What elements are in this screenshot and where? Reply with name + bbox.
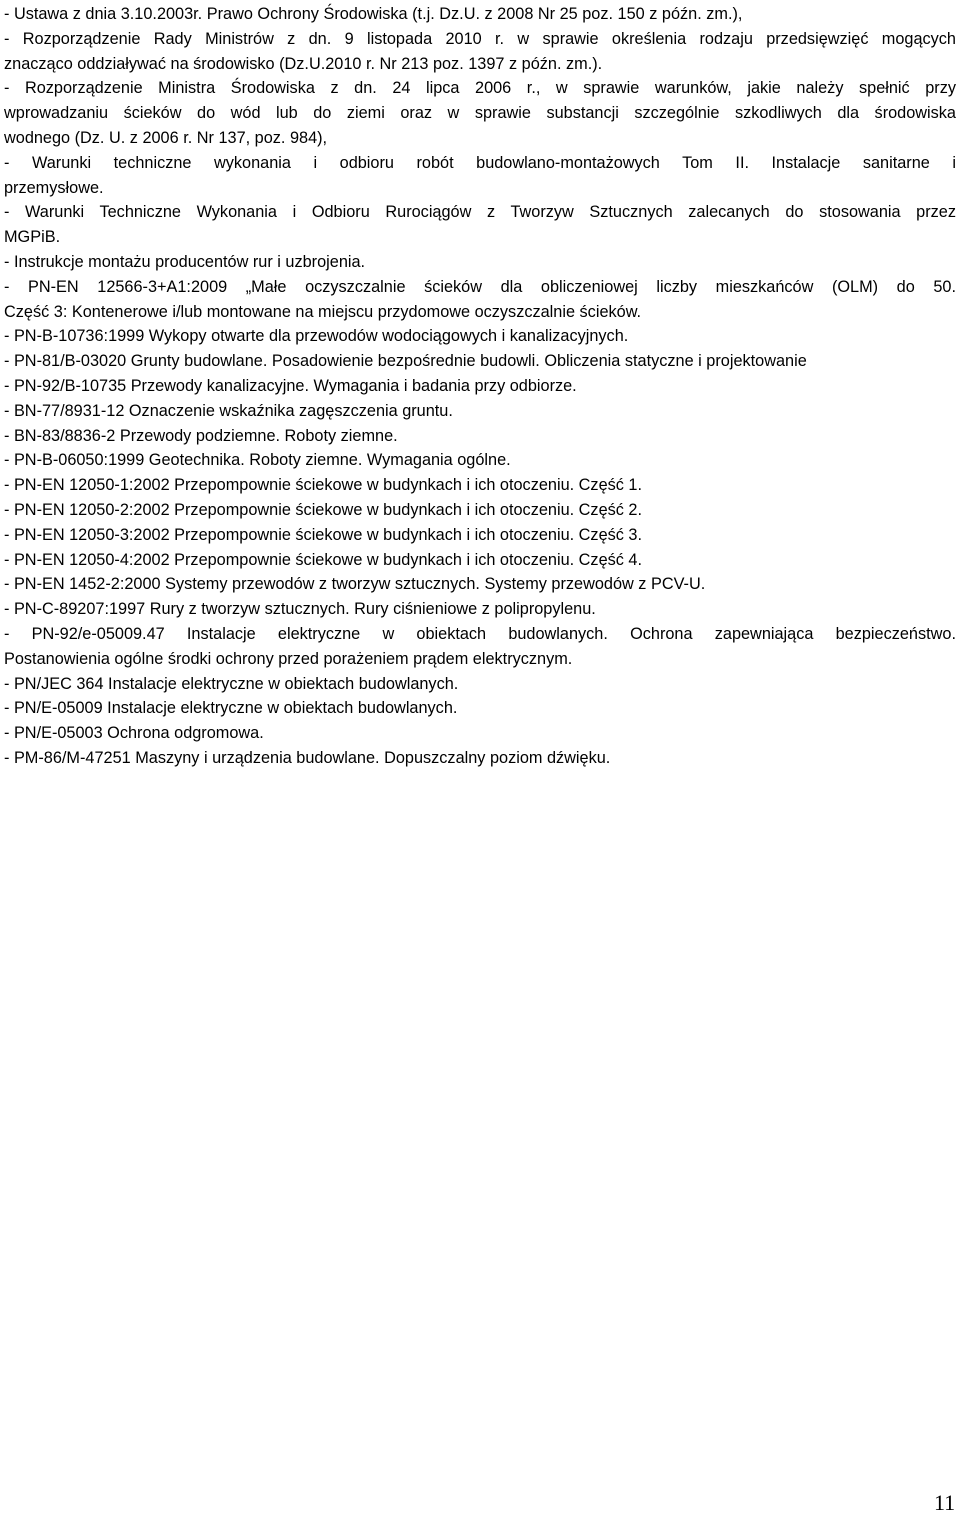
text-line: - Rozporządzenie Ministra Środowiska z dn. 24 lipca 2006 r., w sprawie warunków, jakie należy spełnić przy xyxy=(4,79,956,98)
text-line: MGPiB. xyxy=(4,228,61,247)
text-line: - Instrukcje montażu producentów rur i uzbrojenia. xyxy=(4,252,366,271)
text-line: znacząco oddziaływać na środowisko (Dz.U.2010 r. Nr 213 poz. 1397 z późn. zm.). xyxy=(4,54,603,73)
text-line: - PN/JEC 364 Instalacje elektryczne w obiektach budowlanych. xyxy=(4,674,459,693)
text-line: - PN-B-06050:1999 Geotechnika. Roboty ziemne. Wymagania ogólne. xyxy=(4,451,511,470)
text-line: przemysłowe. xyxy=(4,178,104,197)
text-line: - Warunki Techniczne Wykonania i Odbioru Rurociągów z Tworzyw Sztucznych zalecanych do stosowania przez xyxy=(4,203,956,222)
text-line: - PN-B-10736:1999 Wykopy otwarte dla przewodów wodociągowych i kanalizacyjnych. xyxy=(4,327,629,346)
text-line: - PN-C-89207:1997 Rury z tworzyw sztucznych. Rury ciśnieniowe z polipropylenu. xyxy=(4,600,596,619)
text-line: - BN-83/8836-2 Przewody podziemne. Roboty ziemne. xyxy=(4,426,398,445)
text-line: - Warunki techniczne wykonania i odbioru robót budowlano-montażowych Tom II. Instalacje sanitarne i xyxy=(4,153,956,172)
text-line: - PN-92/B-10735 Przewody kanalizacyjne. Wymagania i badania przy odbiorze. xyxy=(4,376,577,395)
document-body xyxy=(4,2,956,771)
text-line: wodnego (Dz. U. z 2006 r. Nr 137, poz. 984), xyxy=(4,128,328,147)
text-line: - PN-EN 12050-2:2002 Przepompownie ściekowe w budynkach i ich otoczeniu. Część 2. xyxy=(4,500,643,519)
text-line: - PN-EN 12050-3:2002 Przepompownie ściekowe w budynkach i ich otoczeniu. Część 3. xyxy=(4,525,643,544)
page-number: 11 xyxy=(934,1490,956,1515)
text-line: - PN-EN 12566-3+A1:2009 „Małe oczyszczalnie ścieków dla obliczeniowej liczby mieszkańców (OLM) do 50. xyxy=(4,277,956,296)
text-line: - PN-81/B-03020 Grunty budowlane. Posadowienie bezpośrednie budowli. Obliczenia statyczne i projektowanie xyxy=(4,352,807,371)
text-line: - Rozporządzenie Rady Ministrów z dn. 9 listopada 2010 r. w sprawie określenia rodzaju przedsięwzięć mogących xyxy=(4,29,956,48)
text-line: - PN-EN 12050-4:2002 Przepompownie ściekowe w budynkach i ich otoczeniu. Część 4. xyxy=(4,550,643,569)
text-line: Część 3: Kontenerowe i/lub montowane na miejscu przydomowe oczyszczalnie ścieków. xyxy=(4,302,642,321)
text-line: wprowadzaniu ścieków do wód lub do ziemi oraz w sprawie substancji szczególnie szkodliwych dla środowiska xyxy=(4,104,956,123)
text-line: - Ustawa z dnia 3.10.2003r. Prawo Ochrony Środowiska (t.j. Dz.U. z 2008 Nr 25 poz. 150 z późn. zm.), xyxy=(4,5,743,23)
text-line: Postanowienia ogólne środki ochrony przed porażeniem prądem elektrycznym. xyxy=(4,649,573,668)
text-line: - BN-77/8931-12 Oznaczenie wskaźnika zagęszczenia gruntu. xyxy=(4,401,453,420)
text-line: - PN/E-05003 Ochrona odgromowa. xyxy=(4,724,264,743)
text-line: - PN/E-05009 Instalacje elektryczne w obiektach budowlanych. xyxy=(4,699,458,718)
text-line: - PN-92/e-05009.47 Instalacje elektryczne w obiektach budowlanych. Ochrona zapewniająca bezpieczeństwo. xyxy=(4,624,956,643)
text-line: - PM-86/M-47251 Maszyny i urządzenia budowlane. Dopuszczalny poziom dźwięku. xyxy=(4,748,611,767)
text-line: - PN-EN 1452-2:2000 Systemy przewodów z tworzyw sztucznych. Systemy przewodów z PCV-U. xyxy=(4,575,706,594)
text-line: - PN-EN 12050-1:2002 Przepompownie ściekowe w budynkach i ich otoczeniu. Część 1. xyxy=(4,476,643,495)
